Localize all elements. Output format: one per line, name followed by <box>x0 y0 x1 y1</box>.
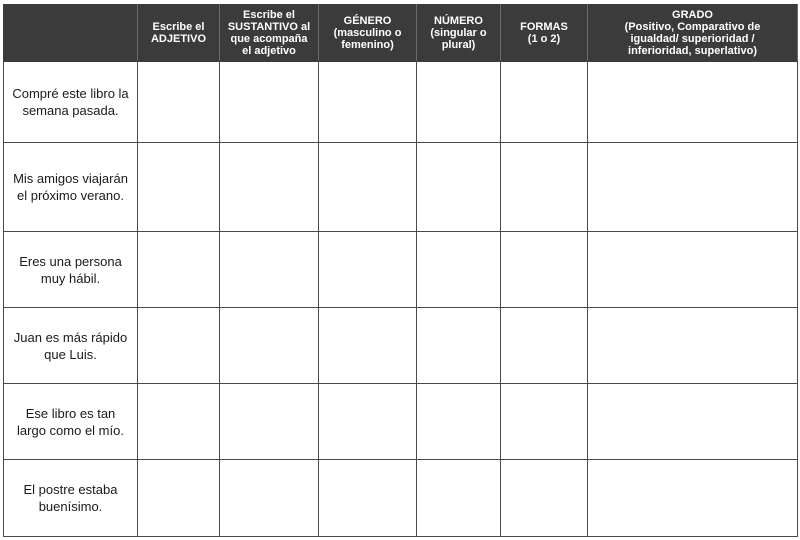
grado-answer-cell[interactable] <box>588 308 798 384</box>
adjetivo-answer-cell[interactable] <box>138 232 220 308</box>
header-row <box>4 5 798 62</box>
formas-answer-cell[interactable] <box>501 232 588 308</box>
table-row <box>4 460 798 537</box>
numero-answer-cell[interactable] <box>417 460 501 537</box>
numero-answer-cell[interactable] <box>417 308 501 384</box>
sustantivo-answer-cell[interactable] <box>220 384 319 460</box>
grado-answer-cell[interactable] <box>588 62 798 143</box>
grado-answer-cell[interactable] <box>588 143 798 232</box>
sentence-cell: El postre estaba buenísimo. <box>4 460 138 537</box>
table-row <box>4 232 798 308</box>
grado-answer-cell[interactable] <box>588 384 798 460</box>
genero-answer-cell[interactable] <box>319 62 417 143</box>
genero-answer-cell[interactable] <box>319 460 417 537</box>
formas-answer-cell[interactable] <box>501 143 588 232</box>
genero-answer-cell[interactable] <box>319 232 417 308</box>
header-grado: GRADO (Positivo, Comparativo de igualdad/ superioridad / inferioridad, superlativo) <box>588 5 798 62</box>
formas-answer-cell[interactable] <box>501 62 588 143</box>
formas-answer-cell[interactable] <box>501 460 588 537</box>
genero-answer-cell[interactable] <box>319 384 417 460</box>
header-genero: GÉNERO (masculino o femenino) <box>319 5 417 62</box>
sentence-cell: Ese libro es tan largo como el mío. <box>4 384 138 460</box>
adjetivo-answer-cell[interactable] <box>138 384 220 460</box>
numero-answer-cell[interactable] <box>417 232 501 308</box>
sentence-cell: Eres una persona muy hábil. <box>4 232 138 308</box>
table-row <box>4 384 798 460</box>
sustantivo-answer-cell[interactable] <box>220 62 319 143</box>
formas-answer-cell[interactable] <box>501 384 588 460</box>
sentence-cell: Juan es más rápido que Luis. <box>4 308 138 384</box>
numero-answer-cell[interactable] <box>417 384 501 460</box>
adjective-analysis-table <box>3 4 798 537</box>
grado-answer-cell[interactable] <box>588 460 798 537</box>
grado-answer-cell[interactable] <box>588 232 798 308</box>
sustantivo-answer-cell[interactable] <box>220 460 319 537</box>
header-numero: NÚMERO (singular o plural) <box>417 5 501 62</box>
sentence-cell: Mis amigos viajarán el próximo verano. <box>4 143 138 232</box>
adjetivo-answer-cell[interactable] <box>138 308 220 384</box>
worksheet <box>3 4 797 536</box>
header-sentence <box>4 5 138 62</box>
header-formas: FORMAS (1 o 2) <box>501 5 588 62</box>
adjetivo-answer-cell[interactable] <box>138 62 220 143</box>
adjetivo-answer-cell[interactable] <box>138 460 220 537</box>
sustantivo-answer-cell[interactable] <box>220 232 319 308</box>
genero-answer-cell[interactable] <box>319 143 417 232</box>
formas-answer-cell[interactable] <box>501 308 588 384</box>
header-sustantivo: Escribe el SUSTANTIVO al que acompaña el adjetivo <box>220 5 319 62</box>
sustantivo-answer-cell[interactable] <box>220 308 319 384</box>
table-row <box>4 308 798 384</box>
table-row <box>4 62 798 143</box>
sustantivo-answer-cell[interactable] <box>220 143 319 232</box>
header-adjetivo: Escribe el ADJETIVO <box>138 5 220 62</box>
table-row <box>4 143 798 232</box>
genero-answer-cell[interactable] <box>319 308 417 384</box>
sentence-cell: Compré este libro la semana pasada. <box>4 62 138 143</box>
numero-answer-cell[interactable] <box>417 143 501 232</box>
numero-answer-cell[interactable] <box>417 62 501 143</box>
adjetivo-answer-cell[interactable] <box>138 143 220 232</box>
